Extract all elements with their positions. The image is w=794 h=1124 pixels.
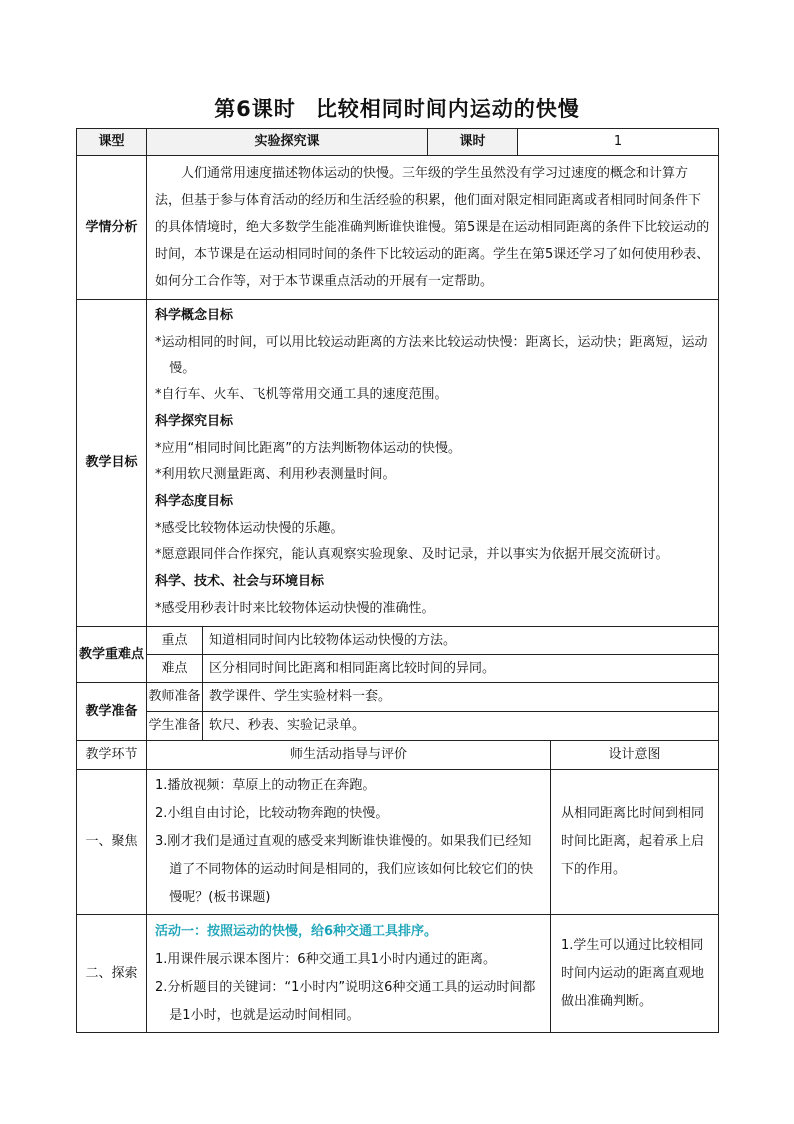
activity-title: 活动一：按照运动的快慢，给6种交通工具排序。 <box>155 923 438 939</box>
goal-item: *利用软尺测量距离、利用秒表测量时间。 <box>155 467 396 482</box>
teacher-prep-label: 教师准备 <box>147 683 203 712</box>
header-row <box>77 129 719 156</box>
focus-hard-row <box>77 655 719 683</box>
goal-item: *愿意跟同伴合作探究，能认真观察实验现象、及时记录，并以事实为依据开展交流研讨。 <box>155 547 669 562</box>
focus-key-row <box>77 627 719 655</box>
stage1-activities <box>147 770 551 915</box>
stage1-row <box>77 770 719 915</box>
key-label: 重点 <box>147 627 203 655</box>
period-label: 课时 <box>428 129 518 156</box>
list-item: 1.播放视频：草原上的动物正在奔跑。 <box>155 778 376 793</box>
intent-header: 设计意图 <box>551 741 719 770</box>
activity-header: 师生活动指导与评价 <box>147 741 551 770</box>
stage2-intent: 1.学生可以通过比较相同时间内运动的距离直观地做出准确判断。 <box>561 937 705 1009</box>
goal-heading-inquiry: 科学探究目标 <box>155 414 234 429</box>
hard-label: 难点 <box>147 655 203 683</box>
goals-cell <box>147 300 719 627</box>
list-item: 3.刚才我们是通过直观的感受来判断谁快谁慢的。如果我们已经知道了不同物体的运动时间是相同的，我们应该如何比较它们的快慢呢？(板书课题) <box>155 834 534 905</box>
prep-teacher-row <box>77 683 719 712</box>
analysis-text: 人们通常用速度描述物体运动的快慢。三年级的学生虽然没有学习过速度的概念和计算方法，但基于参与体育活动的经历和生活经验的积累，他们面对限定相同距离或者相同时间条件下的具体情境时，绝大多数学生能准确判断谁快谁慢。第5课是在运动相同距离的条件下比较运动的时间，本节课是在运动相同时间的条件下比较运动的距离。学生在第5课还学习了如何使用秒表、如何分工合作等，对于本节课重点活动的开展有一定帮助。 <box>155 166 710 289</box>
period-value: 1 <box>518 129 719 156</box>
goal-item: *自行车、火车、飞机等常用交通工具的速度范围。 <box>155 387 448 402</box>
student-prep-text: 软尺、秒表、实验记录单。 <box>203 712 719 741</box>
prep-student-row <box>77 712 719 741</box>
goal-item: *感受比较物体运动快慢的乐趣。 <box>155 521 344 536</box>
stage-header: 教学环节 <box>77 741 147 770</box>
goal-item: *感受用秒表计时来比较物体运动快慢的准确性。 <box>155 601 435 616</box>
type-label: 课型 <box>77 129 147 156</box>
goals-row <box>77 300 719 627</box>
goal-heading-attitude: 科学态度目标 <box>155 494 234 509</box>
process-header-row <box>77 741 719 770</box>
page-title <box>0 93 794 123</box>
analysis-label: 学情分析 <box>77 156 147 300</box>
list-item: 2.小组自由讨论，比较动物奔跑的快慢。 <box>155 806 389 821</box>
list-item: 2.分析题目的关键词：“1小时内”说明这6种交通工具的运动时间都是1小时，也就是运动时间相同。 <box>155 979 536 1023</box>
goal-item: *应用“相同时间比距离”的方法判断物体运动的快慢。 <box>155 441 461 456</box>
stage1-intent: 从相同距离比时间到相同时间比距离，起着承上启下的作用。 <box>561 806 705 877</box>
goals-label: 教学目标 <box>77 300 147 627</box>
analysis-row <box>77 156 719 300</box>
lesson-topic: 比较相同时间内运动的快慢 <box>315 97 580 121</box>
stage2-label: 二、探索 <box>77 915 147 1033</box>
goal-item: *运动相同的时间，可以用比较运动距离的方法来比较运动快慢：距离长，运动快；距离短，运动慢。 <box>155 335 708 376</box>
goal-heading-concept: 科学概念目标 <box>155 308 234 323</box>
stage2-intent-cell <box>551 915 719 1033</box>
hard-text: 区分相同时间比距离和相同距离比较时间的异同。 <box>203 655 719 683</box>
lesson-number: 第6课时 <box>214 97 296 121</box>
stage2-activities <box>147 915 551 1033</box>
analysis-cell <box>147 156 719 300</box>
stage1-intent-cell <box>551 770 719 915</box>
prep-label: 教学准备 <box>77 683 147 741</box>
stage1-label: 一、聚焦 <box>77 770 147 915</box>
lesson-plan-table <box>76 128 719 1033</box>
list-item: 1.用课件展示课本图片：6种交通工具1小时内通过的距离。 <box>155 951 496 967</box>
student-prep-label: 学生准备 <box>147 712 203 741</box>
stage2-row <box>77 915 719 1033</box>
key-text: 知道相同时间内比较物体运动快慢的方法。 <box>203 627 719 655</box>
type-value: 实验探究课 <box>147 129 428 156</box>
focus-label: 教学重难点 <box>77 627 147 683</box>
teacher-prep-text: 教学课件、学生实验材料一套。 <box>203 683 719 712</box>
goal-heading-stse: 科学、技术、社会与环境目标 <box>155 574 325 589</box>
